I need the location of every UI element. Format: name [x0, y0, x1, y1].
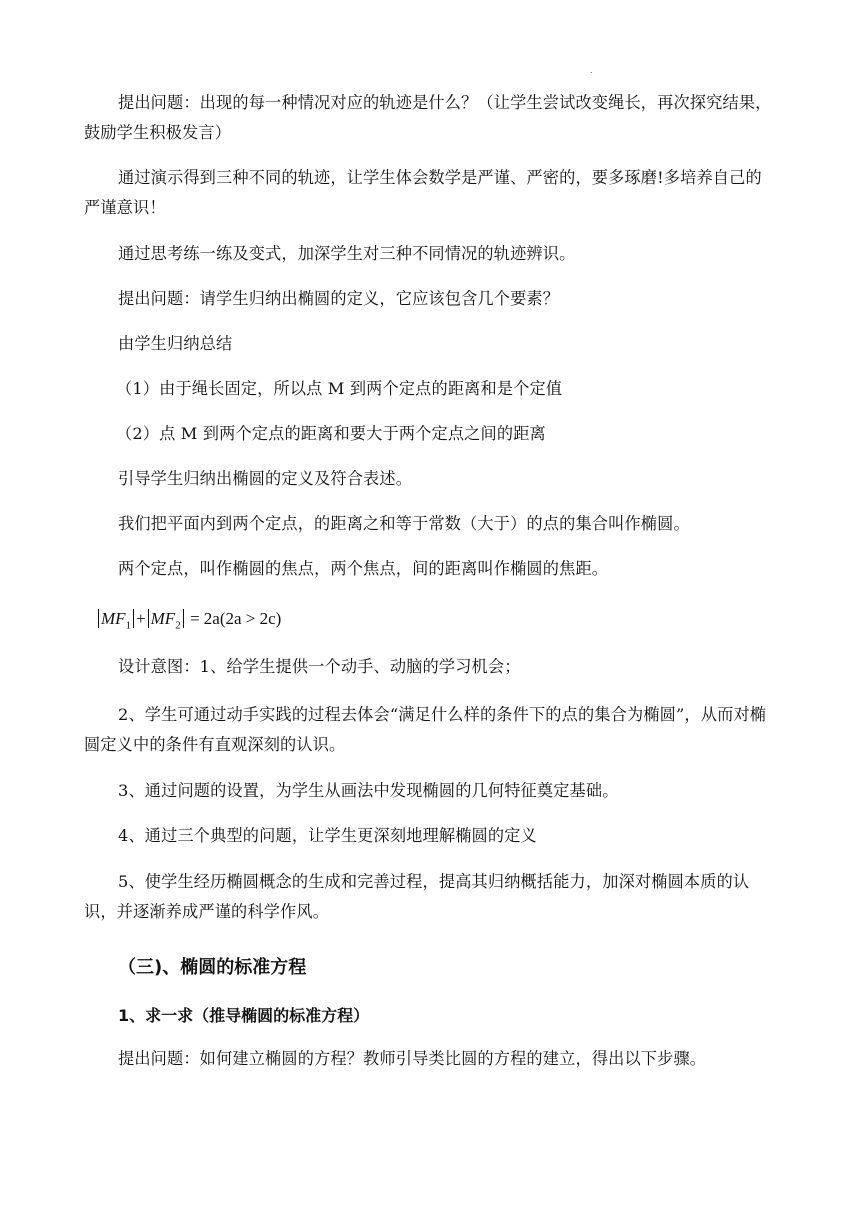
- paragraph-ellipse-definition: 我们把平面内到两个定点，的距离之和等于常数（大于）的点的集合叫作椭圆。: [118, 514, 690, 533]
- paragraph-point-2: （2）点 M 到两个定点的距离和要大于两个定点之间的距离: [116, 424, 546, 443]
- paragraph-summary-intro: 由学生归纳总结: [118, 334, 233, 353]
- design-intent-2: 2、学生可通过动手实践的过程去体会“满足什么样的条件下的点的集合为椭圆”，从而对椭圆定义中的条件有直观深刻的认识。: [84, 705, 767, 754]
- design-intent-3: 3、通过问题的设置，为学生从画法中发现椭圆的几何特征奠定基础。: [118, 781, 619, 800]
- paragraph-question-definition: 提出问题：请学生归纳出椭圆的定义，它应该包含几个要素？: [118, 289, 560, 308]
- paragraph-derive-equation: 提出问题：如何建立椭圆的方程？教师引导类比圆的方程的建立，得出以下步骤。: [118, 1049, 707, 1068]
- paragraph-demonstration: 通过演示得到三种不同的轨迹，让学生体会数学是严谨、严密的，要多琢磨!多培养自己的严谨意识！: [84, 168, 762, 217]
- corner-dot: .: [590, 66, 593, 75]
- paragraph-point-1: （1）由于绳长固定，所以点 M 到两个定点的距离和是个定值: [116, 379, 563, 398]
- formula-mf1: MF: [101, 609, 126, 628]
- paragraph-practice: 通过思考练一练及变式，加深学生对三种不同情况的轨迹辨识。: [118, 244, 576, 263]
- subsection-heading: 1、求一求（推导椭圆的标准方程）: [118, 1006, 370, 1025]
- formula-mf2: MF: [150, 609, 176, 628]
- design-intent-4: 4、通过三个典型的问题，让学生更深刻地理解椭圆的定义: [118, 826, 537, 845]
- formula-sub1: 1: [125, 619, 132, 632]
- design-intent-5: 5、使学生经历椭圆概念的生成和完善过程，提高其归纳概括能力，加深对椭圆本质的认识，并逐渐养成严谨的科学作风。: [84, 872, 750, 921]
- formula-sub2: 2: [175, 619, 181, 632]
- formula-rhs: = 2a(2a > 2c): [189, 609, 282, 628]
- formula-plus: +: [136, 609, 146, 628]
- section-heading: （三)、椭圆的标准方程: [118, 957, 307, 978]
- paragraph-foci: 两个定点，叫作椭圆的焦点，两个焦点，间的距离叫作椭圆的焦距。: [118, 559, 609, 578]
- design-intent-1: 设计意图：1、给学生提供一个动手、动脑的学习机会；: [118, 657, 521, 676]
- ellipse-formula: [96, 604, 281, 640]
- paragraph-question-trajectory: 提出问题：出现的每一种情况对应的轨迹是什么？（让学生尝试改变绳长，再次探究结果，鼓励学生积极发言）: [84, 93, 772, 142]
- paragraph-guide: 引导学生归纳出椭圆的定义及符合表述。: [118, 469, 413, 488]
